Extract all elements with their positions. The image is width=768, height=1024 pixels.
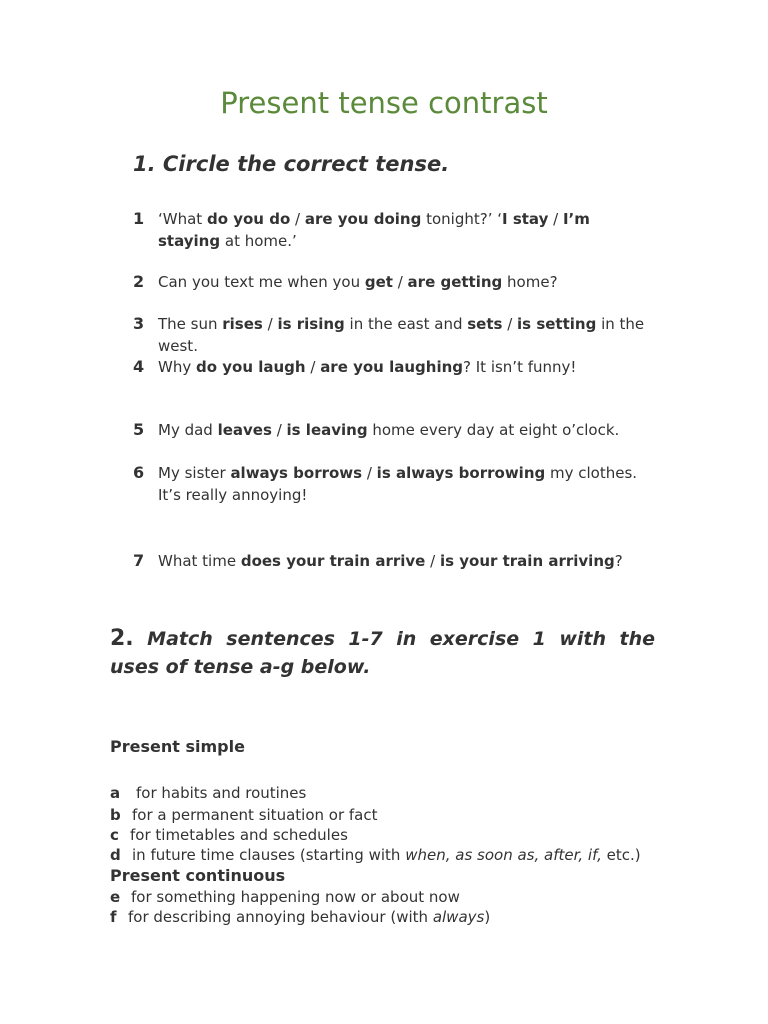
item-text: Can you text me when you get / are getting home? [158, 273, 558, 291]
tense-option[interactable]: is your train arriving [439, 552, 615, 570]
use-letter: d [110, 846, 121, 864]
use-item [110, 783, 306, 803]
page-title: Present tense contrast [220, 86, 548, 120]
section-present-simple: Present simple [110, 737, 245, 756]
item-number: 7 [133, 551, 145, 570]
exercise-1-item [133, 271, 653, 293]
use-letter: f [110, 908, 117, 926]
tense-option[interactable]: are you laughing [320, 358, 464, 376]
use-item [110, 845, 641, 865]
use-text: for habits and routines [136, 784, 307, 802]
tense-option[interactable]: is setting [517, 315, 597, 333]
tense-option[interactable]: is rising [277, 315, 345, 333]
use-text: for describing annoying behaviour (with [128, 908, 433, 926]
item-number: 5 [133, 420, 145, 439]
exercise-1-item [133, 356, 653, 378]
use-text: for a permanent situation or fact [132, 806, 378, 824]
item-number: 6 [133, 463, 145, 482]
exercise-2-heading [110, 625, 655, 681]
use-text: for something happening now or about now [131, 888, 460, 906]
use-text: ) [484, 908, 491, 926]
tense-option[interactable]: leaves [217, 421, 272, 439]
item-number: 3 [133, 314, 145, 333]
exercise-1-heading: 1. Circle the correct tense. [133, 152, 450, 176]
tense-option[interactable]: I’m staying [158, 210, 590, 250]
item-text: My dad leaves / is leaving home every day at eight o’clock. [158, 421, 620, 439]
use-text: etc.) [601, 846, 641, 864]
exercise-1-item [133, 550, 653, 572]
tense-option[interactable]: rises [222, 315, 263, 333]
tense-option[interactable]: do you laugh [195, 358, 306, 376]
tense-option[interactable]: always borrows [230, 464, 363, 482]
item-text: ‘What do you do / are you doing tonight?’ ‘I stay / I’m staying at home.’ [158, 210, 590, 250]
use-text: for timetables and schedules [130, 826, 348, 844]
tense-option[interactable]: I stay [502, 210, 549, 228]
exercise-2-instruction: Match sentences 1-7 in exercise 1 with the uses of tense a-g below. [110, 628, 655, 678]
tense-option[interactable]: are getting [407, 273, 503, 291]
exercise-1-item [133, 208, 653, 252]
item-text: What time does your train arrive / is your train arriving? [158, 552, 623, 570]
section-present-continuous: Present continuous [110, 866, 286, 885]
exercise-1-item [133, 419, 653, 441]
tense-option[interactable]: does your train arrive [240, 552, 426, 570]
tense-option[interactable]: do you do [206, 210, 291, 228]
item-number: 2 [133, 272, 145, 291]
use-item [110, 887, 460, 907]
tense-option[interactable]: get [364, 273, 393, 291]
use-item [110, 805, 377, 825]
exercise-2-number: 2. [110, 626, 134, 651]
use-emphasis: when, as soon as, after, if, [405, 846, 602, 864]
tense-option[interactable]: is leaving [286, 421, 368, 439]
use-item [110, 825, 348, 845]
use-letter: c [110, 826, 119, 844]
use-letter: e [110, 888, 121, 906]
use-text: in future time clauses (starting with [132, 846, 406, 864]
tense-option[interactable]: is always borrowing [376, 464, 546, 482]
item-number: 1 [133, 209, 145, 228]
item-text: The sun rises / is rising in the east and sets / is setting in the west. [158, 315, 645, 355]
exercise-1-item [133, 313, 653, 357]
item-text: Why do you laugh / are you laughing? It isn’t funny! [158, 358, 577, 376]
use-letter: b [110, 806, 121, 824]
item-number: 4 [133, 357, 145, 376]
use-letter: a [110, 784, 121, 802]
use-item [110, 907, 490, 927]
use-emphasis: always [432, 908, 485, 926]
tense-option[interactable]: sets [467, 315, 503, 333]
tense-option[interactable]: are you doing [304, 210, 422, 228]
item-text: My sister always borrows / is always borrowing my clothes. It’s really annoying! [158, 464, 638, 504]
exercise-1-item [133, 462, 653, 506]
